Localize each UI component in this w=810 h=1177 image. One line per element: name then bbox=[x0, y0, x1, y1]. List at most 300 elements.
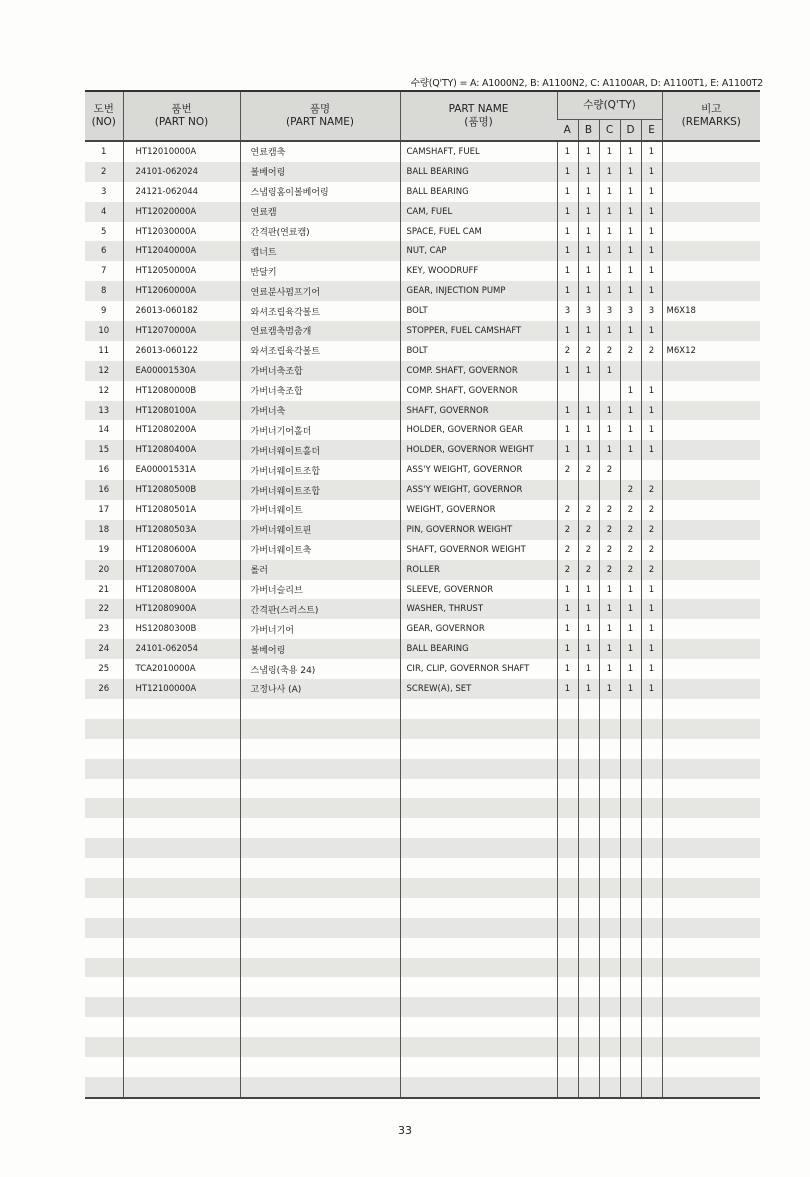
row-part-name-en: SHAFT, GOVERNOR WEIGHT bbox=[400, 540, 557, 560]
row-part-no bbox=[123, 759, 240, 779]
row-qty-d bbox=[620, 361, 641, 381]
row-part-name-ko: 간격판(스러스트) bbox=[240, 599, 400, 619]
row-remarks bbox=[662, 878, 760, 898]
row-part-name-en: BALL BEARING bbox=[400, 639, 557, 659]
row-qty-b: 3 bbox=[578, 301, 599, 321]
row-qty-a: 1 bbox=[557, 321, 578, 341]
row-part-name-ko bbox=[240, 1057, 400, 1077]
row-no bbox=[85, 1057, 123, 1077]
table-row bbox=[85, 739, 760, 759]
row-qty-a: 1 bbox=[557, 599, 578, 619]
row-part-name-ko bbox=[240, 1077, 400, 1098]
row-qty-c bbox=[599, 938, 620, 958]
row-qty-c: 1 bbox=[599, 440, 620, 460]
row-part-name-ko: 연료분사펌프기어 bbox=[240, 281, 400, 301]
row-part-name-ko: 스냅링홈이볼베어링 bbox=[240, 182, 400, 202]
row-part-name-ko: 가버너웨이트조합 bbox=[240, 480, 400, 500]
row-no bbox=[85, 759, 123, 779]
row-qty-b: 1 bbox=[578, 599, 599, 619]
row-part-name-en: STOPPER, FUEL CAMSHAFT bbox=[400, 321, 557, 341]
row-part-no: HS12080300B bbox=[123, 619, 240, 639]
row-part-name-ko bbox=[240, 878, 400, 898]
row-qty-e: 1 bbox=[641, 222, 662, 242]
row-qty-b: 1 bbox=[578, 639, 599, 659]
row-qty-c: 1 bbox=[599, 599, 620, 619]
row-part-name-ko bbox=[240, 1037, 400, 1057]
row-qty-d bbox=[620, 779, 641, 799]
row-part-name-en: NUT, CAP bbox=[400, 241, 557, 261]
row-remarks bbox=[662, 1077, 760, 1098]
table-row bbox=[85, 818, 760, 838]
row-qty-a bbox=[557, 1037, 578, 1057]
row-qty-b bbox=[578, 381, 599, 401]
row-qty-d: 1 bbox=[620, 261, 641, 281]
row-qty-d: 2 bbox=[620, 341, 641, 361]
row-qty-d bbox=[620, 958, 641, 978]
row-qty-b: 2 bbox=[578, 540, 599, 560]
header-qty-a: A bbox=[557, 120, 578, 142]
header-qty-e: E bbox=[641, 120, 662, 142]
row-part-name-ko: 볼베어링 bbox=[240, 639, 400, 659]
row-part-no: HT12080600A bbox=[123, 540, 240, 560]
row-part-name-ko: 가버너슬리브 bbox=[240, 580, 400, 600]
row-qty-b bbox=[578, 480, 599, 500]
row-qty-e bbox=[641, 958, 662, 978]
row-qty-b bbox=[578, 1037, 599, 1057]
row-part-name-ko bbox=[240, 1017, 400, 1037]
row-qty-d: 1 bbox=[620, 321, 641, 341]
row-qty-d: 1 bbox=[620, 281, 641, 301]
table-row bbox=[85, 798, 760, 818]
row-part-name-ko: 가버너웨이트 bbox=[240, 500, 400, 520]
row-part-no bbox=[123, 699, 240, 719]
row-part-name-ko bbox=[240, 779, 400, 799]
row-part-name-en bbox=[400, 958, 557, 978]
row-part-no bbox=[123, 1057, 240, 1077]
row-qty-a: 2 bbox=[557, 500, 578, 520]
row-remarks bbox=[662, 440, 760, 460]
row-qty-c bbox=[599, 977, 620, 997]
row-qty-d bbox=[620, 1077, 641, 1098]
row-part-no: HT12080400A bbox=[123, 440, 240, 460]
row-no: 26 bbox=[98, 683, 110, 694]
row-part-name-ko bbox=[240, 997, 400, 1017]
row-qty-a bbox=[557, 958, 578, 978]
row-qty-e: 1 bbox=[641, 639, 662, 659]
row-qty-c bbox=[599, 958, 620, 978]
row-part-no: 26013-060122 bbox=[123, 341, 240, 361]
row-part-name-en: GEAR, GOVERNOR bbox=[400, 619, 557, 639]
row-part-no bbox=[123, 779, 240, 799]
table-row bbox=[85, 619, 760, 639]
row-qty-c: 3 bbox=[599, 301, 620, 321]
table-row bbox=[85, 460, 760, 480]
table-row bbox=[85, 719, 760, 739]
row-qty-a bbox=[557, 779, 578, 799]
row-qty-b: 1 bbox=[578, 659, 599, 679]
row-part-name-en bbox=[400, 838, 557, 858]
row-qty-b bbox=[578, 739, 599, 759]
row-qty-d: 1 bbox=[620, 420, 641, 440]
row-qty-d: 1 bbox=[620, 401, 641, 421]
row-remarks bbox=[662, 739, 760, 759]
table-row bbox=[85, 381, 760, 401]
row-part-name-en bbox=[400, 1037, 557, 1057]
row-qty-d: 1 bbox=[620, 659, 641, 679]
table-row bbox=[85, 958, 760, 978]
header-qty-c: C bbox=[599, 120, 620, 142]
row-part-name-ko: 가버너기어 bbox=[240, 619, 400, 639]
row-part-name-en: CIR, CLIP, GOVERNOR SHAFT bbox=[400, 659, 557, 679]
row-qty-e: 1 bbox=[641, 619, 662, 639]
row-qty-d bbox=[620, 719, 641, 739]
row-qty-e: 1 bbox=[641, 162, 662, 182]
row-remarks bbox=[662, 1037, 760, 1057]
row-remarks bbox=[662, 818, 760, 838]
row-part-no: 24121-062044 bbox=[123, 182, 240, 202]
row-part-name-en bbox=[400, 997, 557, 1017]
row-part-name-en: HOLDER, GOVERNOR GEAR bbox=[400, 420, 557, 440]
row-qty-e: 3 bbox=[641, 301, 662, 321]
table-row bbox=[85, 1077, 760, 1098]
row-part-no bbox=[123, 977, 240, 997]
row-qty-a: 1 bbox=[557, 182, 578, 202]
row-qty-a bbox=[557, 878, 578, 898]
row-part-no: HT12050000A bbox=[123, 261, 240, 281]
row-qty-a: 2 bbox=[557, 520, 578, 540]
row-part-name-en bbox=[400, 1077, 557, 1098]
row-no bbox=[85, 699, 123, 719]
row-qty-a: 1 bbox=[557, 401, 578, 421]
table-row bbox=[85, 341, 760, 361]
row-part-name-ko: 가버너웨이트홀더 bbox=[240, 440, 400, 460]
row-qty-d: 1 bbox=[620, 679, 641, 699]
table-row bbox=[85, 540, 760, 560]
row-part-name-ko: 반달키 bbox=[240, 261, 400, 281]
table-row bbox=[85, 420, 760, 440]
row-qty-a bbox=[557, 918, 578, 938]
row-part-no: HT12080501A bbox=[123, 500, 240, 520]
row-part-no bbox=[123, 798, 240, 818]
row-qty-a: 2 bbox=[557, 460, 578, 480]
row-qty-e bbox=[641, 460, 662, 480]
row-qty-c: 1 bbox=[599, 141, 620, 162]
row-qty-a bbox=[557, 938, 578, 958]
row-qty-b bbox=[578, 938, 599, 958]
row-part-name-ko: 가버너웨이트조합 bbox=[240, 460, 400, 480]
row-part-name-en bbox=[400, 858, 557, 878]
row-no: 16 bbox=[98, 465, 110, 476]
row-part-no bbox=[123, 858, 240, 878]
row-qty-c: 1 bbox=[599, 321, 620, 341]
row-qty-e bbox=[641, 1057, 662, 1077]
row-part-name-en bbox=[400, 818, 557, 838]
row-qty-a bbox=[557, 858, 578, 878]
table-row bbox=[85, 281, 760, 301]
row-remarks bbox=[662, 241, 760, 261]
row-part-name-en: CAMSHAFT, FUEL bbox=[400, 141, 557, 162]
table-row bbox=[85, 580, 760, 600]
row-no bbox=[85, 938, 123, 958]
row-remarks bbox=[662, 480, 760, 500]
row-part-name-ko bbox=[240, 798, 400, 818]
row-qty-d: 1 bbox=[620, 599, 641, 619]
row-qty-a: 1 bbox=[557, 440, 578, 460]
row-qty-b: 1 bbox=[578, 440, 599, 460]
row-part-name-ko: 스냅링(축용 24) bbox=[240, 659, 400, 679]
row-qty-a bbox=[557, 977, 578, 997]
row-qty-b: 1 bbox=[578, 321, 599, 341]
row-qty-a: 1 bbox=[557, 659, 578, 679]
row-qty-c bbox=[599, 779, 620, 799]
row-part-name-en: BOLT bbox=[400, 301, 557, 321]
row-no: 2 bbox=[101, 166, 107, 177]
row-part-name-ko: 연료캠축멈춤개 bbox=[240, 321, 400, 341]
table-row bbox=[85, 321, 760, 341]
row-qty-e: 2 bbox=[641, 480, 662, 500]
row-no bbox=[85, 898, 123, 918]
row-qty-c: 1 bbox=[599, 222, 620, 242]
row-no: 5 bbox=[101, 226, 107, 237]
row-no bbox=[85, 1017, 123, 1037]
row-no: 8 bbox=[101, 286, 107, 297]
row-part-no: HT12070000A bbox=[123, 321, 240, 341]
parts-table-container bbox=[85, 90, 760, 1099]
row-part-name-en: KEY, WOODRUFF bbox=[400, 261, 557, 281]
row-qty-b: 1 bbox=[578, 141, 599, 162]
row-qty-a: 1 bbox=[557, 162, 578, 182]
row-no: 14 bbox=[98, 425, 110, 436]
row-remarks bbox=[662, 858, 760, 878]
page-number: 33 bbox=[398, 1124, 412, 1137]
row-qty-d bbox=[620, 759, 641, 779]
row-qty-d bbox=[620, 739, 641, 759]
row-qty-b: 2 bbox=[578, 341, 599, 361]
row-no: 6 bbox=[101, 246, 107, 257]
row-remarks bbox=[662, 281, 760, 301]
row-qty-e: 1 bbox=[641, 440, 662, 460]
row-qty-b: 1 bbox=[578, 420, 599, 440]
row-no: 13 bbox=[98, 405, 110, 416]
row-qty-c: 1 bbox=[599, 420, 620, 440]
row-part-name-en bbox=[400, 699, 557, 719]
row-qty-e: 2 bbox=[641, 341, 662, 361]
row-part-name-en bbox=[400, 1057, 557, 1077]
row-part-name-ko: 연료캠 bbox=[240, 202, 400, 222]
row-qty-c bbox=[599, 838, 620, 858]
row-qty-c bbox=[599, 699, 620, 719]
row-qty-e bbox=[641, 699, 662, 719]
row-part-no bbox=[123, 719, 240, 739]
row-qty-c bbox=[599, 898, 620, 918]
row-remarks bbox=[662, 420, 760, 440]
row-part-no: HT12010000A bbox=[123, 141, 240, 162]
row-no: 21 bbox=[98, 584, 110, 595]
row-no: 10 bbox=[98, 325, 110, 336]
row-qty-b: 1 bbox=[578, 202, 599, 222]
header-no: 도번 (NO) bbox=[85, 91, 123, 141]
row-part-name-en: CAM, FUEL bbox=[400, 202, 557, 222]
row-qty-e bbox=[641, 361, 662, 381]
row-qty-e: 1 bbox=[641, 141, 662, 162]
row-qty-e bbox=[641, 858, 662, 878]
row-qty-b: 2 bbox=[578, 560, 599, 580]
row-remarks bbox=[662, 997, 760, 1017]
row-no bbox=[85, 1077, 123, 1098]
row-qty-a bbox=[557, 898, 578, 918]
row-qty-c: 1 bbox=[599, 639, 620, 659]
row-remarks: M6X18 bbox=[662, 301, 760, 321]
row-no: 24 bbox=[98, 644, 110, 655]
row-part-name-ko: 가버너웨이트축 bbox=[240, 540, 400, 560]
row-remarks bbox=[662, 580, 760, 600]
row-part-name-en: SHAFT, GOVERNOR bbox=[400, 401, 557, 421]
row-remarks bbox=[662, 898, 760, 918]
table-row bbox=[85, 858, 760, 878]
table-row bbox=[85, 679, 760, 699]
row-part-name-ko bbox=[240, 958, 400, 978]
row-qty-c bbox=[599, 818, 620, 838]
row-qty-b: 1 bbox=[578, 580, 599, 600]
row-qty-e: 1 bbox=[641, 202, 662, 222]
row-remarks bbox=[662, 460, 760, 480]
row-remarks bbox=[662, 599, 760, 619]
table-row bbox=[85, 480, 760, 500]
row-qty-b: 1 bbox=[578, 619, 599, 639]
row-qty-d bbox=[620, 818, 641, 838]
row-part-name-ko: 연료캠축 bbox=[240, 141, 400, 162]
row-no bbox=[85, 798, 123, 818]
row-part-no: HT12100000A bbox=[123, 679, 240, 699]
table-row bbox=[85, 898, 760, 918]
row-part-no: HT12030000A bbox=[123, 222, 240, 242]
row-qty-e: 1 bbox=[641, 659, 662, 679]
row-qty-b bbox=[578, 1077, 599, 1098]
row-no: 20 bbox=[98, 564, 110, 575]
row-qty-d: 1 bbox=[620, 202, 641, 222]
row-part-name-ko: 롤러 bbox=[240, 560, 400, 580]
row-part-no: 24101-062024 bbox=[123, 162, 240, 182]
row-no bbox=[85, 858, 123, 878]
row-part-name-en: SLEEVE, GOVERNOR bbox=[400, 580, 557, 600]
table-row bbox=[85, 361, 760, 381]
row-qty-a: 1 bbox=[557, 241, 578, 261]
row-part-name-en bbox=[400, 739, 557, 759]
row-remarks bbox=[662, 779, 760, 799]
row-qty-e bbox=[641, 1077, 662, 1098]
row-part-name-en: SPACE, FUEL CAM bbox=[400, 222, 557, 242]
row-part-name-en bbox=[400, 918, 557, 938]
row-qty-c bbox=[599, 1037, 620, 1057]
row-part-name-ko: 간격판(연료캠) bbox=[240, 222, 400, 242]
row-qty-e: 2 bbox=[641, 560, 662, 580]
row-remarks bbox=[662, 401, 760, 421]
row-qty-c: 1 bbox=[599, 241, 620, 261]
row-part-no: HT12080503A bbox=[123, 520, 240, 540]
table-row bbox=[85, 659, 760, 679]
row-qty-e: 1 bbox=[641, 241, 662, 261]
row-qty-d: 1 bbox=[620, 141, 641, 162]
row-qty-c bbox=[599, 1077, 620, 1098]
row-part-no: HT12080200A bbox=[123, 420, 240, 440]
row-no bbox=[85, 997, 123, 1017]
row-no: 12 bbox=[98, 365, 110, 376]
row-no: 19 bbox=[98, 544, 110, 555]
table-row bbox=[85, 997, 760, 1017]
row-qty-c bbox=[599, 739, 620, 759]
row-remarks bbox=[662, 719, 760, 739]
row-qty-b bbox=[578, 1017, 599, 1037]
row-qty-e bbox=[641, 878, 662, 898]
row-remarks bbox=[662, 639, 760, 659]
row-remarks bbox=[662, 918, 760, 938]
row-no: 3 bbox=[101, 186, 107, 197]
row-part-name-ko: 와셔조립육각볼트 bbox=[240, 341, 400, 361]
row-remarks bbox=[662, 381, 760, 401]
row-qty-a bbox=[557, 739, 578, 759]
row-part-name-en: BOLT bbox=[400, 341, 557, 361]
row-qty-b bbox=[578, 997, 599, 1017]
row-qty-d bbox=[620, 878, 641, 898]
row-no bbox=[85, 878, 123, 898]
row-no: 22 bbox=[98, 604, 110, 615]
row-qty-e bbox=[641, 719, 662, 739]
row-qty-d bbox=[620, 1037, 641, 1057]
row-qty-e: 1 bbox=[641, 182, 662, 202]
row-part-name-ko: 캡너트 bbox=[240, 241, 400, 261]
table-row bbox=[85, 301, 760, 321]
table-row bbox=[85, 599, 760, 619]
row-qty-c: 1 bbox=[599, 619, 620, 639]
row-qty-a: 1 bbox=[557, 420, 578, 440]
row-part-no: HT12060000A bbox=[123, 281, 240, 301]
row-qty-d: 1 bbox=[620, 222, 641, 242]
table-row bbox=[85, 222, 760, 242]
row-remarks bbox=[662, 520, 760, 540]
row-qty-e: 1 bbox=[641, 580, 662, 600]
table-row bbox=[85, 241, 760, 261]
row-remarks bbox=[662, 162, 760, 182]
row-qty-b: 2 bbox=[578, 520, 599, 540]
row-qty-a bbox=[557, 1057, 578, 1077]
row-qty-c: 1 bbox=[599, 659, 620, 679]
row-qty-a bbox=[557, 997, 578, 1017]
row-remarks bbox=[662, 619, 760, 639]
table-row bbox=[85, 440, 760, 460]
row-part-no bbox=[123, 918, 240, 938]
row-qty-a: 1 bbox=[557, 202, 578, 222]
row-qty-d: 1 bbox=[620, 639, 641, 659]
row-qty-d: 1 bbox=[620, 381, 641, 401]
row-qty-d: 2 bbox=[620, 520, 641, 540]
row-qty-b: 1 bbox=[578, 281, 599, 301]
row-part-name-ko: 가버너기어홀더 bbox=[240, 420, 400, 440]
row-part-name-ko bbox=[240, 838, 400, 858]
row-no: 23 bbox=[98, 624, 110, 635]
row-qty-b bbox=[578, 958, 599, 978]
row-part-name-en: WEIGHT, GOVERNOR bbox=[400, 500, 557, 520]
row-qty-d bbox=[620, 838, 641, 858]
row-part-name-ko: 가버너축조합 bbox=[240, 381, 400, 401]
row-qty-b bbox=[578, 977, 599, 997]
row-qty-c: 1 bbox=[599, 679, 620, 699]
row-part-name-en: BALL BEARING bbox=[400, 162, 557, 182]
row-qty-b: 1 bbox=[578, 401, 599, 421]
row-part-no: HT12080500B bbox=[123, 480, 240, 500]
table-row bbox=[85, 779, 760, 799]
row-part-name-en bbox=[400, 719, 557, 739]
row-remarks bbox=[662, 321, 760, 341]
